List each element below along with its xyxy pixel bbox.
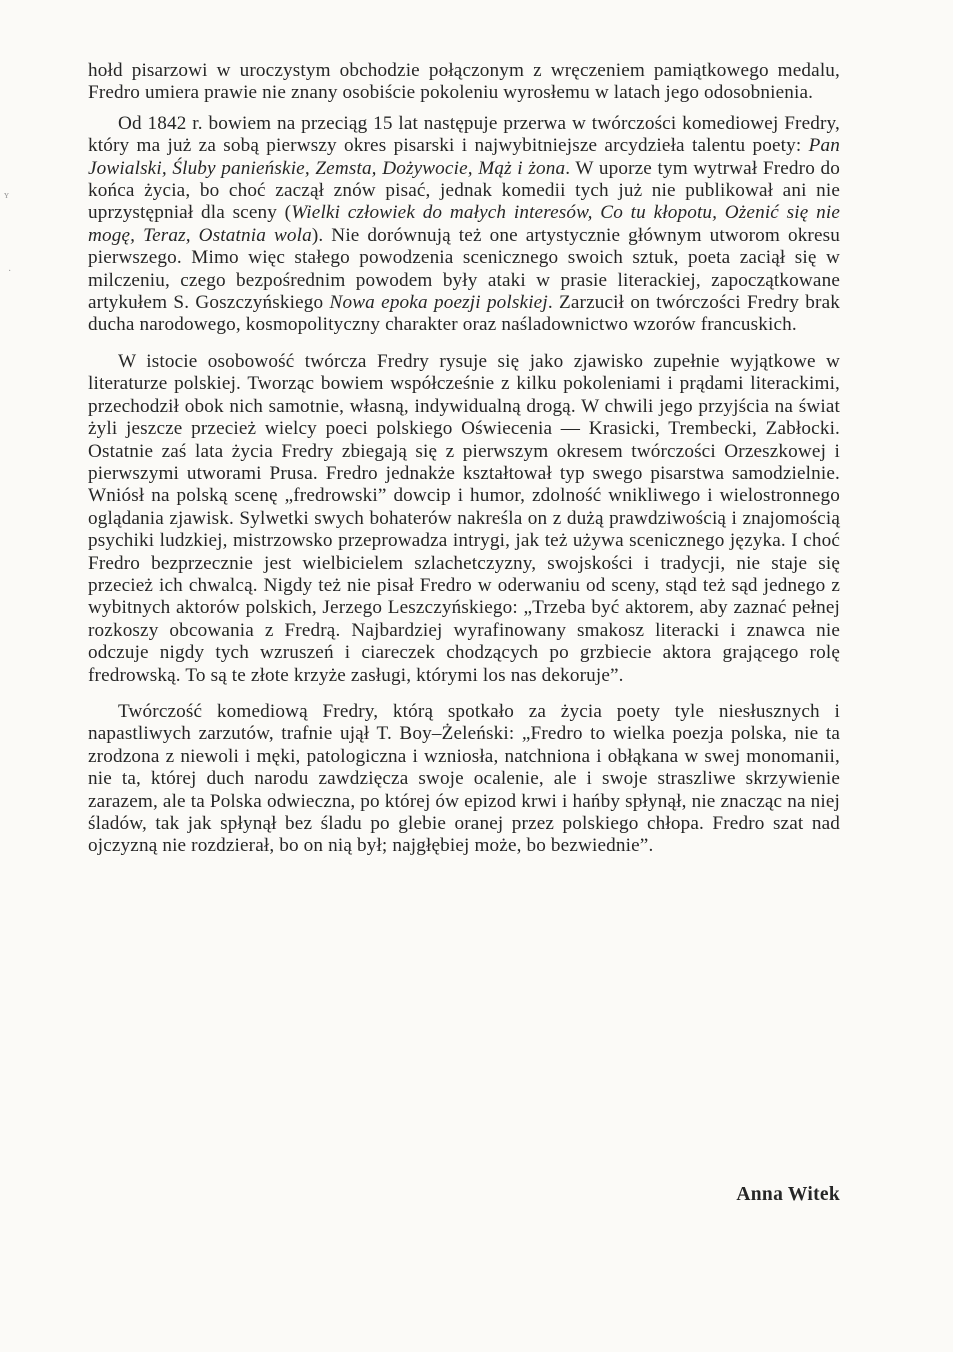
text-run: . W uporze tym wytrwał Fredro do końca życia, bo choć zaczął znów pisać, jednak komedii tych już nie publikował ani nie uprzystępniał dla sceny ( — [88, 157, 840, 224]
paragraph — [88, 113, 840, 337]
margin-mark: ʏ — [4, 190, 9, 201]
paragraph — [88, 60, 840, 105]
article-body — [88, 60, 840, 1290]
paragraph — [88, 701, 840, 858]
text-run: Od 1842 r. bowiem na przeciąg 15 lat następuje przerwa w twórczości komediowej Fredry, który ma już za sobą pierwszy okres pisarski i najwybitniejsze arcydzieła talentu poety: — [88, 112, 840, 157]
text-run: W istocie osobowość twórcza Fredry rysuje się jako zjawisko zupełnie wyjątkowe w literaturze polskiej. Tworząc bowiem współcześnie z kilku pokoleniami i prądami literackimi, przechodził obok nich samotnie, własną, indywidualną drogą. W chwili jego przyjścia na świat żyli jeszcze przecież wielcy poeci polskiego Oświecenia — Krasicki, Trembecki, Zabłocki. Ostatnie zaś lata życia Fredry zbiegają się z pierwszym okresem twórczości Orzeszkowej i pierwszymi utworami Prusa. Fredro jednakże kształtował typ swego pisarstwa samodzielnie. Wniósł na polską scenę „fredrowski” dowcip i humor, zdolność wnikliwego i wielostronnego oglądania zjawisk. Sylwetki swych bohaterów nakreśla on z dużą prawdziwością i znajomością psychiki ludzkiej, mistrzowsko przeprowadza intrygi, jak też używa scenicznego języka. I choć Fredro bezprzecznie jest wielbicielem szlachetczyzny, swojskości i tradycji, nie staje się przecież ich chwalcą. Nigdy też nie pisał Fredro w oderwaniu od sceny, stąd też sąd jednego z wybitnych aktorów polskich, Jerzego Leszczyńskiego: „Trzeba być aktorem, aby zaznać pełnej rozkoszy obcowania z Fredrą. Najbardziej wyrafinowany smakosz literacki i znawca nie odczuje nigdy tych wzruszeń i ciareczek chodzących po grzbiecie aktora grającego rolę fredrowską. To są te złote krzyże zasługi, którymi los nas dekoruje”. — [88, 350, 840, 686]
text-run: Twórczość komediową Fredry, którą spotkało za życia poety tyle niesłusznych i napastliwych zarzutów, trafnie ujął T. Boy–Żeleński: „Fredro to wielka poezja polska, nie ta zrodzona z niewoli i męki, patologiczna i wzniosła, natchniona i obłąkana w swej monomanii, nie ta, której duch narodu zawdzięcza swoje ocalenie, ale i swoje straszliwe skrzywienie zarazem, ale ta Polska odwieczna, po której ów epizod krwi i hańby spłynął, nie znacząc na niej śladów, tak jak spłynął bez śladu po glebie oranej przez polskiego chłopa. Fredro szat nad ojczyzną nie rozdzierał, bo on nią był; najgłębiej może, bo bezwiednie”. — [88, 700, 840, 857]
author-signature: Anna Witek — [736, 1184, 840, 1205]
paragraph — [88, 351, 840, 687]
text-run: . Zarzucił on twórczości Fredry brak ducha narodowego, kosmopolityczny charakter oraz naśladownictwo wzorów francuskich. — [88, 292, 840, 336]
text-run: ). Nie dorównują też one artystycznie głównym utworom okresu pierwszego. Mimo więc stałego powodzenia scenicznego swoich sztuk, poeta zaciął się w milczeniu, czego bezpośrednim powodem były ataki w prasie literackiej, zapoczątkowane artykułem S. Goszczyńskiego — [88, 224, 840, 314]
italic-title: Nowa epoka poezji polskiej — [329, 292, 548, 314]
text-run: hołd pisarzowi w uroczystym obchodzie połączonym z wręczeniem pamiątkowego medalu, Fredro umiera prawie nie znany osobiście pokoleniu wyrosłemu w latach jego odosobnienia. — [88, 60, 840, 104]
italic-title: Pan Jowialski, Śluby panieńskie, Zemsta, Dożywocie, Mąż i żona — [88, 135, 840, 179]
italic-title: Wielki człowiek do małych interesów, Co tu kłopotu, Ożenić się nie mogę, Teraz, Ostatnia wola — [88, 202, 840, 246]
margin-mark: · — [8, 266, 12, 277]
